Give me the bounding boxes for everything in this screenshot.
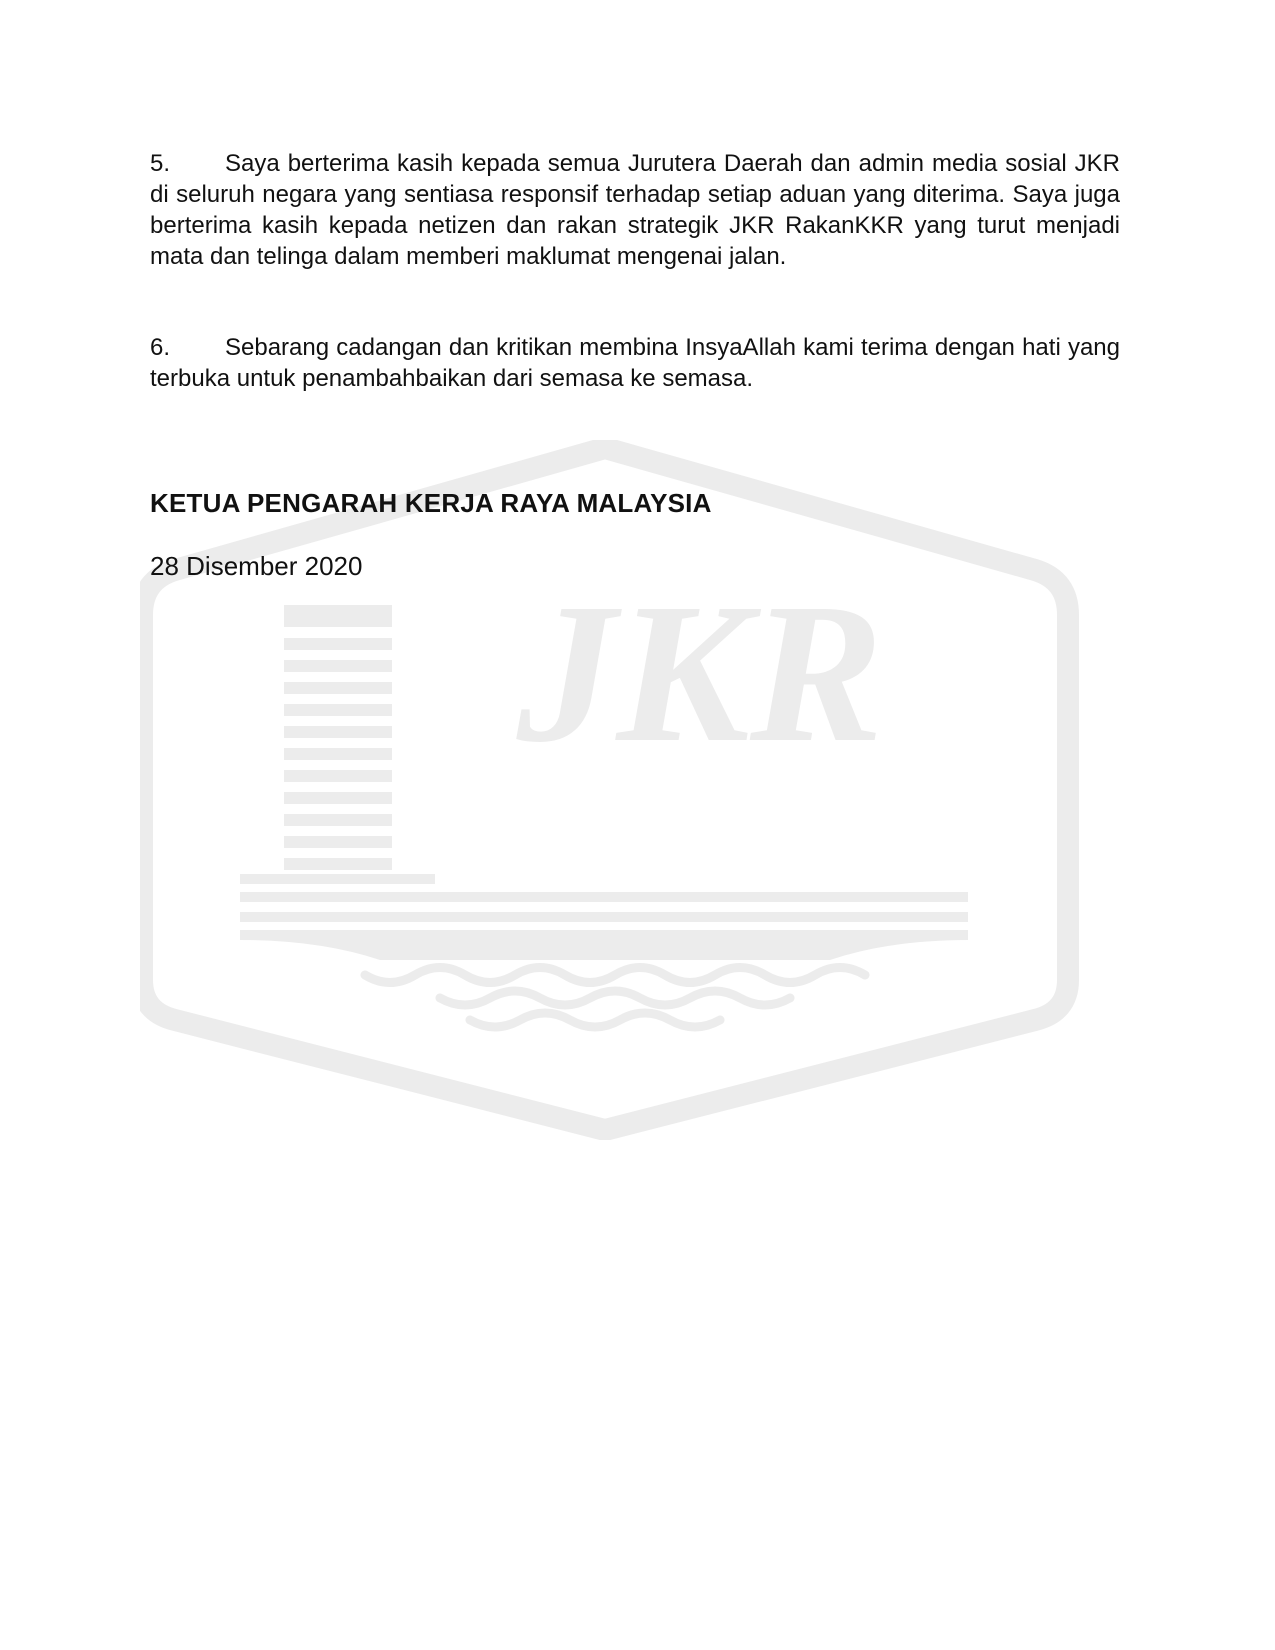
document-body <box>150 140 1120 582</box>
signature-title: KETUA PENGARAH KERJA RAYA MALAYSIA <box>150 488 712 518</box>
paragraph-5 <box>150 148 1120 272</box>
watermark-jkr-text: JKR <box>516 563 884 784</box>
signature-date: 28 Disember 2020 <box>150 551 363 581</box>
paragraph-text: Sebarang cadangan dan kritikan membina InsyaAllah kami terima dengan hati yang terbuka untuk penambahbaikan dari semasa ke semasa. <box>150 334 1120 392</box>
paragraph-text: Saya berterima kasih kepada semua Jurutera Daerah dan admin media sosial JKR di seluruh negara yang sentiasa responsif terhadap setiap aduan yang diterima. Saya juga berterima kasih kepada netizen dan rakan strategik JKR RakanKKR yang turut menjadi mata dan telinga dalam memberi maklumat mengenai jalan. <box>150 150 1120 270</box>
paragraph-6 <box>150 332 1120 394</box>
paragraph-number: 6. <box>150 334 171 361</box>
paragraph-number: 5. <box>150 150 171 177</box>
